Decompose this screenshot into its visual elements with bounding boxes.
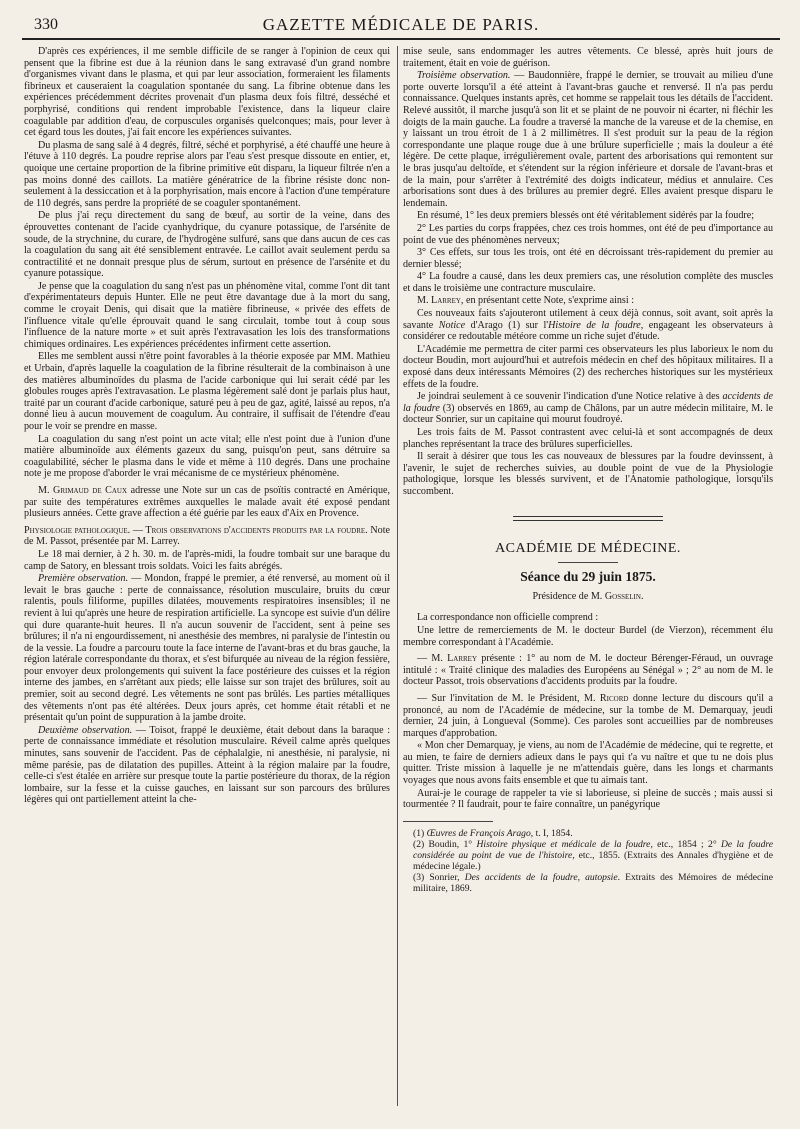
paragraph: Le 18 mai dernier, à 2 h. 30. m. de l'après-midi, la foudre tombait sur une baraque du camp de Satory, en blessant trois soldats. Voici les faits abrégés.	[24, 548, 390, 572]
section-title: ACADÉMIE DE MÉDECINE.	[495, 540, 681, 556]
paragraph: Troisième observation. — Baudonnière, frappé le dernier, se trouvait au milieu d'une porte ouverte lorsqu'il a été atteint à l'avant-bras gauche et renversé. Il n'a pas perdu connaissance. Quelques instants après, cet homme se rappelait tous les détails de l'accident. Relevé aussitôt, il marche jusqu'à son lit et se plaint de ne pouvoir ni écarter, ni fléchir les doigts de la main gauche. La foudre a traversé la manche de la vareuse et de la chemise, en y laissant un trou étroit de 1 à 2 millimètres. Il s'est produit sur la peau de la région correspondante une plaque rouge due à une brûlure superficielle ; mais la douleur a été légère. De cette plaque, irrégulièrement ovale, partent des arborisations qui remontent sur le bras jusqu'au deltoïde, et s'étendent sur la région inférieure et dorsale de l'avant-bras et de la main, pour s'arrêter à l'extrémité des doigts indicateur, médius et annulaire. Ces arborisations sont dues à des brûlures au premier degré. Elles avaient presque disparu le lendemain.	[403, 70, 773, 209]
article-title: Physiologie pathologique. — Trois observations d'accidents produits par la foudre.	[24, 524, 368, 536]
paragraph: Aurai-je le courage de rappeler ta vie si laborieuse, si pleine de succès ; mais aussi si tourmentée ? Il faudrait, pour te faire connaître, un panégyrique	[403, 787, 773, 811]
president-name: Gosselin	[604, 590, 641, 602]
paragraph: En résumé, 1° les deux premiers blessés ont été véritablement sidérés par la foudre;	[417, 210, 755, 222]
paragraph: Du plasma de sang salé à 4 degrés, filtré, séché et porphyrisé, a été chauffé une heure à l'étuve à 110 degrés. La poudre reprise alors par l'eau s'est presque dissoute en entier, et, quoique une certaine proportion de la fibrine primitive eût disparu, la liqueur filtrée n'en a pas moins donné des caillots. La matière génératrice de la fibrine résiste donc non-seulement à la dessiccation et à la porphyrisation, mais encore à l'action d'une température de 110 degrés, sans perdre la propriété de se coaguler spontanément.	[24, 139, 390, 209]
paragraph: De plus j'ai reçu directement du sang de bœuf, au sortir de la veine, dans des éprouvettes contenant de l'acide cyanhydrique, du cyanure potassique, de l'arsénite de soude, de la strychnine, du curare, de l'hydrogène sulfuré, sans que dans aucun de ces cas la coagulation du sang ait été sensiblement entravée. Le caillot avait seulement perdu sa contractilité et ne donnait presque plus de sérum, surtout en présence de l'arsénite et du cyanure potassique.	[24, 210, 390, 280]
paragraph: D'après ces expériences, il me semble difficile de se ranger à l'opinion de ceux qui pensent que la fibrine est due à la réunion dans le sang extravasé d'un grand nombre d'organismes vivant dans le plasma, et qui par leur association, formeraient les filaments fibrineux et causeraient la coagulation spontanée du sang. La fibrine obtenue dans les expériences précédemment décrites provenait d'un plasma deux fois filtré, desséché et porphyrisé, conditions qui rendent improbable l'existence, dans la liqueur claire coagulable par addition d'eau, de corpuscules organisés quelconques; mais, pour lever à cet égard tous les doutes, j'ai fait encore les expériences suivantes.	[24, 46, 390, 139]
article-heading: Physiologie pathologique. — Trois observations d'accidents produits par la foudre. Note de M. Passot, présentée par M. Larrey.	[24, 524, 390, 548]
paragraph: 3° Ces effets, sur tous les trois, ont été en décroissant très-rapidement du premier au dernier blessé;	[403, 247, 773, 270]
paragraph: Je pense que la coagulation du sang n'est pas un phénomène vital, comme l'ont dit tant d'expérimentateurs depuis Hunter. Elle ne peut être davantage due à la mort du sang, comme le croyait Denis, qui disait que la matière fibrineuse, « privée des effets de l'influence vitale qu'elle éprouvait quand le sang circulait, tombe tout à coup sous l'influence de la nature morte » et suit après l'extravasation les lois des transformations chimiques ordinaires. Les expériences précédentes infirment cette assertion.	[24, 280, 390, 350]
paragraph: — Sur l'invitation de M. le Président, M. Ricord donne lecture du discours qu'il a prononcé, au nom de l'Académie de médecine, sur la tombe de M. Demarquay, jeudi dernier, 24 juin, à Longueval (Somme). Ces paroles sont accueillies par de nombreuses marques d'approbation.	[403, 692, 773, 739]
left-column	[24, 46, 390, 807]
paragraph: « Mon cher Demarquay, je viens, au nom de l'Académie de médecine, qui te regrette, et au mien, te faire de derniers adieux dans le pays qui t'a vu naître et que tu ne dois plus quitter. Triste mission à laquelle je ne m'attendais guère, dans les longs et charmants voyages que nous avons faits ensemble et que tu aimais tant.	[403, 740, 773, 787]
section-separator	[513, 516, 663, 521]
author-name: M. Larrey	[417, 295, 461, 307]
paragraph: Elles me semblent aussi n'être point favorables à la théorie exposée par MM. Mathieu et Urbain, d'après laquelle la coagulation de la fibrine résulterait de la combinaison à une des matières albuminoïdes du plasma de l'acide carbonique qui lui serait cédé par les globules rouges après l'extravasation. Le plasma légèrement salé dont je parlais plus haut, traité par un courant d'acide carbonique, saturé peu à peu de gaz, agité, laissé au repos, n'a donné lieu à aucun mouvement de coagulum. Au contraire, il suffisait de l'étendre d'eau pour le voir se prendre en masse.	[24, 351, 390, 432]
paragraph: Les trois faits de M. Passot contrastent avec celui-là et sont accompagnés de deux planches représentant la trace des brûlures superficielles.	[403, 427, 773, 450]
paragraph: La correspondance non officielle comprend :	[417, 612, 599, 624]
paragraph: — M. Larrey présente : 1° au nom de M. le docteur Bérenger-Féraud, un ouvrage intitulé : « Traité clinique des maladies des Européens au Sénégal » ; 2° au nom de M. le docteur Passot, trois observations d'accidents produits par la foudre.	[403, 653, 774, 688]
paragraph: Ces nouveaux faits s'ajouteront utilement à ceux déjà connus, soit avant, soit après la savante Notice d'Arago (1) sur l'Histoire de la foudre, engageant les observateurs à considérer ce redoutable météore comme un riche sujet d'étude.	[403, 308, 773, 343]
column-divider	[397, 46, 398, 1106]
observation-label: Troisième observation.	[417, 70, 511, 82]
paragraph: M. Larrey, en présentant cette Note, s'exprime ainsi :	[417, 295, 634, 307]
paragraph: L'Académie me permettra de citer parmi ces observateurs les plus laborieux le nom du docteur Boudin, mort aujourd'hui et autrefois médecin en chef des hôpitaux militaires. Il a exposé dans deux intéressants Mémoires (2) des recherches historiques sur les mystérieux effets de la foudre.	[403, 343, 773, 390]
title-rule	[558, 562, 618, 563]
session-date: Séance du 29 juin 1875.	[520, 569, 656, 585]
right-column	[403, 46, 773, 894]
paragraph: Je joindrai seulement à ce souvenir l'indication d'une Notice relative à des accidents de la foudre (3) observés en 1869, au camp de Châlons, par un autre médecin militaire, M. le docteur Sonrier, sur un capitaine qui mourut foudroyé.	[403, 391, 773, 426]
observation-label: Deuxième observation.	[38, 724, 133, 736]
footnote: (3) Sonrier, Des accidents de la foudre, autopsie. Extraits des Mémoires de médecine militaire, 1869.	[413, 871, 773, 894]
paragraph: mise seule, sans endommager les autres vêtements. Ce blessé, après huit jours de traitement, était en voie de guérison.	[403, 46, 773, 69]
page-number: 330	[34, 16, 58, 33]
presidence-line: Présidence de M. Gosselin.	[532, 590, 644, 602]
paragraph: Il serait à désirer que tous les cas nouveaux de blessures par la foudre devinssent, à l'avenir, le sujet de recherches suivies, au double point de vue de la Physiologie pathologique, lorsque les blessés survivent, et de l'Anatomie pathologique, lorsqu'ils succombent.	[403, 451, 773, 497]
footnote: (1) Œuvres de François Arago, t. I, 1854.	[413, 827, 573, 839]
footnote: (2) Boudin, 1° Histoire physique et médicale de la foudre, etc., 1854 ; 2° De la foudre considérée au point de vue de l'histoire, etc., 1855. (Extraits des Annales d'hygiène et de médecine légale.)	[413, 838, 774, 872]
page-header	[22, 14, 780, 40]
paragraph: Une lettre de remerciements de M. le docteur Burdel (de Vierzon), récemment élu membre correspondant à l'Académie.	[403, 624, 773, 648]
paragraph: Deuxième observation. — Toisot, frappé le deuxième, était debout dans la baraque : perte de connaissance immédiate et résolution musculaire. Réveil calme après quelques minutes, sans souvenir de l'accident. Pas de céphalalgie, ni anesthésie, ni paralysie, ni même parésie, pas de dilatation des pupilles. Atteint à la région malaire par la foudre, celle-ci s'est étalée en arrière sur presque toute la partie postérieure du thorax, de la région lombaire, sur la fesse et la cuisse gauches, en laissant sur son parcours des brûlures légères qui ont partiellement atteint la che-	[24, 724, 391, 806]
paragraph: M. Grimaud de Caux adresse une Note sur un cas de psoïtis contracté en Amérique, par suite des températures extrêmes auxquelles le malade avait été exposé pendant plusieurs années. Cette grave affection a été guérie par les eaux d'Aix en Provence.	[24, 484, 390, 520]
footnote-rule	[403, 821, 493, 822]
observation-label: Première observation.	[38, 573, 129, 585]
author-name: M. Grimaud de Caux	[38, 484, 128, 496]
paragraph: 2° Les parties du corps frappées, chez ces trois hommes, ont été de peu d'importance au point de vue des phénomènes nerveux;	[403, 222, 773, 246]
paragraph: Première observation. — Mondon, frappé le premier, a été renversé, au moment où il levait le bras gauche : perte de connaissance, résolution musculaire, bruits du cœur ralentis, pouls filiforme, pupilles dilatées, mouvements respiratoires insensibles; il ne revient à lui qu'après une heure de respiration artificielle. La syncope est suivie d'un délire qui dure quarante-huit heures. Il n'a aucun souvenir de l'accident, sent à peine ses brûlures; il n'a ni engourdissement, ni anesthésie des membres, ni paralysie de l'intestin ou de la vessie. La foudre a parcouru toute la face interne de l'avant-bras et du bras gauche, la région latérale correspondante du thorax, et s'est bifurquée au niveau de la région fessière, pour envoyer deux prolongements qui suivent la face postérieure des cuisses et la région interne des jambes, en s'arrêtant aux pieds; elle laisse sur son trajet des brûlures, soit au premier, soit au second degré. Les vêtements ne sont pas brûlés. Les parties métalliques des vêtements n'ont pas été altérées. Deux jours après, cet homme était rétabli et ne présentait qu'un point de suppuration à la jambe droite.	[24, 573, 390, 724]
paragraph: 4° La foudre a causé, dans les deux premiers cas, une résolution complète des muscles et dans le troisième une contracture musculaire.	[403, 271, 773, 294]
journal-title: GAZETTE MÉDICALE DE PARIS.	[262, 15, 540, 34]
paragraph: La coagulation du sang n'est point un acte vital; elle n'est point due à l'union d'une matière albuminoïde aux éléments gazeux du sang, puisqu'on peut, sans détruire sa coagulabilité, sécher le plasma dans le vide et même à 110 degrés. Dans une prochaine note je me propose d'aborder le vrai mécanisme de ce mystérieux phénomène.	[24, 433, 390, 480]
